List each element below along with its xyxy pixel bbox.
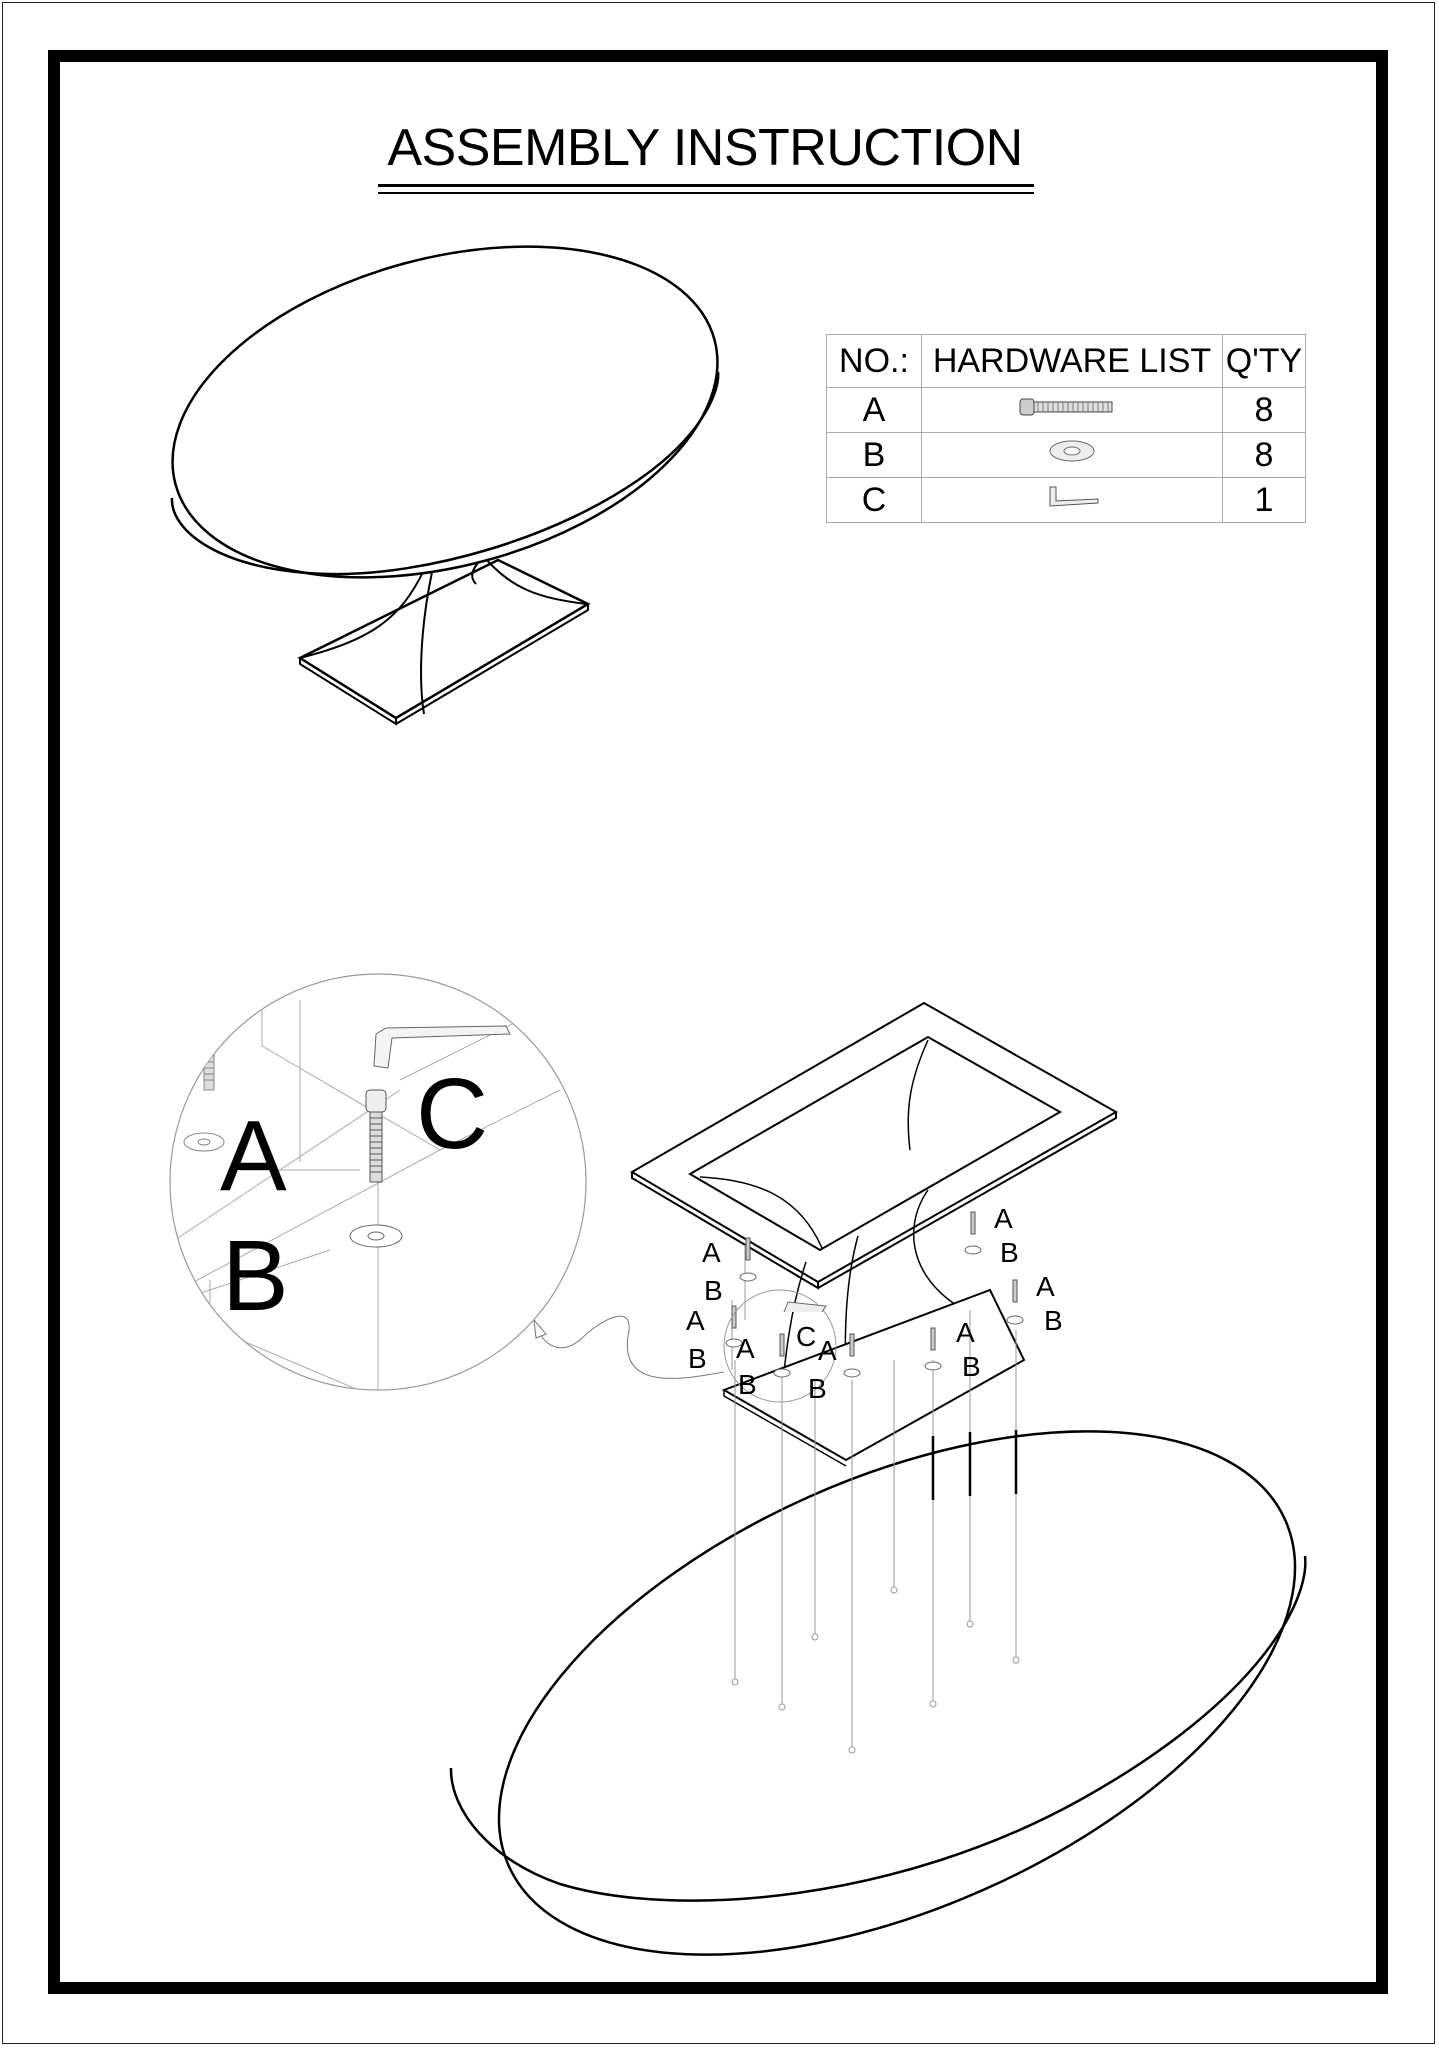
row-a-no: A bbox=[827, 388, 922, 433]
header-qty: Q'TY bbox=[1223, 335, 1306, 388]
label-b-6: B bbox=[1044, 1305, 1063, 1336]
page-title: ASSEMBLY INSTRUCTION bbox=[387, 119, 1023, 177]
magnified-detail-view bbox=[160, 974, 586, 1400]
label-a-1: A bbox=[702, 1237, 721, 1268]
row-b-no: B bbox=[827, 433, 922, 478]
label-b-1: B bbox=[704, 1275, 723, 1306]
label-b-4: B bbox=[808, 1373, 827, 1404]
label-c-1: C bbox=[796, 1321, 817, 1352]
label-a-7: A bbox=[956, 1317, 975, 1348]
label-a-3: A bbox=[736, 1333, 755, 1364]
label-a-2: A bbox=[686, 1305, 705, 1336]
label-b-3: B bbox=[738, 1369, 757, 1400]
label-a-5: A bbox=[994, 1203, 1013, 1234]
label-a-6: A bbox=[1036, 1271, 1055, 1302]
detail-label-c: C bbox=[416, 1058, 489, 1170]
label-a-4: A bbox=[818, 1335, 837, 1366]
label-b-7: B bbox=[962, 1351, 981, 1382]
label-b-5: B bbox=[1000, 1237, 1019, 1268]
label-b-2: B bbox=[688, 1343, 707, 1374]
header-hardware-list: HARDWARE LIST bbox=[922, 335, 1223, 388]
row-b-qty: 8 bbox=[1223, 433, 1306, 478]
detail-label-a: A bbox=[220, 1100, 287, 1212]
header-no: NO.: bbox=[827, 335, 922, 388]
row-a-qty: 8 bbox=[1223, 388, 1306, 433]
row-c-qty: 1 bbox=[1223, 478, 1306, 523]
assembled-table-illustration bbox=[136, 191, 755, 724]
detail-label-b: B bbox=[222, 1220, 289, 1332]
row-c-no: C bbox=[827, 478, 922, 523]
